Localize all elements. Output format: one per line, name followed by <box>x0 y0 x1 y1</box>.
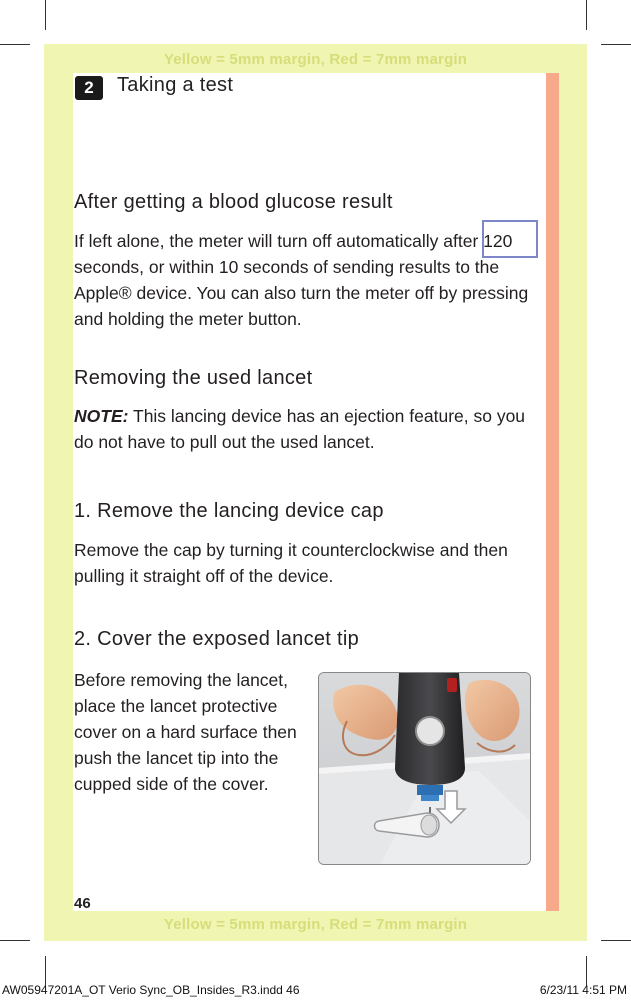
body-line: push the lancet tip into the <box>74 748 279 768</box>
file-date-slug: 6/23/11 4:51 PM <box>539 983 627 997</box>
body-line: cover on a hard surface then <box>74 722 297 742</box>
chapter-title: Taking a test <box>117 74 234 96</box>
step-heading-remove-cap: 1. Remove the lancing device cap <box>74 500 384 522</box>
note-label: NOTE: <box>74 406 129 426</box>
body-line: cupped side of the cover. <box>74 774 269 794</box>
crop-mark <box>601 940 631 941</box>
margin-note-bottom: Yellow = 5mm margin, Red = 7mm margin <box>163 916 468 933</box>
step-body-remove-cap <box>74 537 544 589</box>
note-paragraph <box>74 403 544 455</box>
file-slug: AW05947201A_OT Verio Sync_OB_Insides_R3.indd 46 <box>2 983 300 997</box>
section-heading-removing-lancet: Removing the used lancet <box>74 367 313 389</box>
step-body-cover-tip <box>74 667 314 797</box>
step-heading-cover-tip: 2. Cover the exposed lancet tip <box>74 628 360 650</box>
crop-mark <box>45 956 46 986</box>
chapter-number-badge: 2 <box>75 76 103 100</box>
lancing-device-drawing <box>319 673 531 865</box>
body-line: Remove the cap by turning it counterclockwise and then <box>74 540 508 560</box>
note-text: This lancing device has an ejection feature, so you <box>128 406 526 426</box>
crop-mark <box>586 0 587 30</box>
section-body-after-result <box>74 228 544 332</box>
body-line: place the lancet protective <box>74 696 278 716</box>
body-line: pulling it straight off of the device. <box>74 566 334 586</box>
body-line: Apple® device. You can also turn the meter off by pressing <box>74 283 529 303</box>
margin-note-top: Yellow = 5mm margin, Red = 7mm margin <box>163 51 468 68</box>
crop-mark <box>0 940 30 941</box>
body-line: Before removing the lancet, <box>74 670 289 690</box>
lancing-device-illustration <box>318 672 531 865</box>
crop-mark <box>45 0 46 30</box>
crop-mark <box>0 44 30 45</box>
page-number: 46 <box>74 895 91 912</box>
crop-mark <box>601 44 631 45</box>
crop-mark <box>586 956 587 986</box>
body-line: If left alone, the meter will turn off automatically after 120 <box>74 231 513 251</box>
note-line: do not have to pull out the used lancet. <box>74 432 375 452</box>
section-heading-after-result: After getting a blood glucose result <box>74 191 393 213</box>
highlight-box <box>482 220 538 258</box>
body-line: and holding the meter button. <box>74 309 302 329</box>
body-line: seconds, or within 10 seconds of sending results to the <box>74 257 500 277</box>
note-line <box>74 403 544 429</box>
red-margin-band <box>546 73 559 911</box>
